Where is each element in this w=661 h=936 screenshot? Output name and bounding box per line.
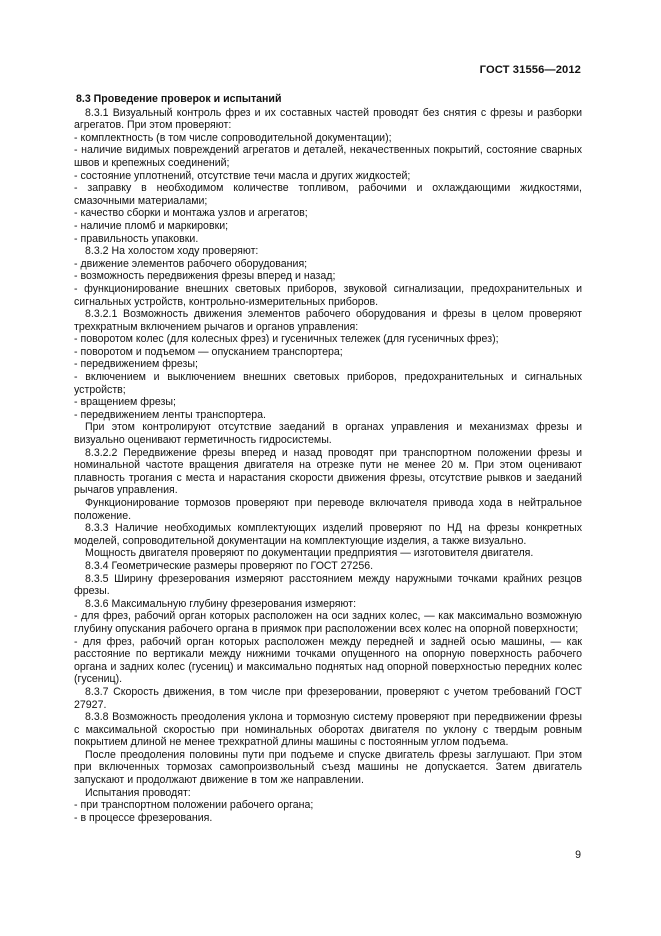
paragraph: Функционирование тормозов проверяют при переводе включателя привода хода в нейтральное положение. [74, 497, 582, 522]
paragraph: После преодоления половины пути при подъеме и спуске двигатель фрезы заглушают. При этом при включенных тормозах самопроизвольный съезд машины не допускается. Затем двигатель запускают и продолжают движение в том же направлении. [74, 748, 582, 787]
list-item: - поворотом колес (для колесных фрез) и гусеничных тележек (для гусеничных фрез); [74, 333, 499, 346]
page-number: 9 [575, 849, 581, 861]
list-item: - передвижением фрезы; [74, 358, 198, 371]
list-item: - в процессе фрезерования. [74, 811, 213, 824]
paragraph: 8.3.8 Возможность преодоления уклона и тормозную систему проверяют при передвижении фрезы с максимальной скоростью при номинальных оборотах двигателя по уклону с твердым ровным покрытием длиной не менее трехкратной длины машины с постоянным углом подъема. [74, 711, 582, 749]
list-item: - функционирование внешних световых приборов, звуковой сигнализации, предохранительных и сигнальных устройств, контрольно-измерительных приборов. [74, 282, 582, 308]
paragraph: Испытания проводят: [85, 786, 191, 799]
paragraph: 8.3.4 Геометрические размеры проверяют по ГОСТ 27256. [85, 559, 374, 572]
list-item: - наличие видимых повреждений агрегатов и деталей, некачественных покрытий, состояние сварных швов и крепежных соединений; [74, 144, 582, 169]
list-item: - движение элементов рабочего оборудования; [74, 257, 308, 270]
paragraph-list [74, 107, 582, 825]
paragraph: Мощность двигателя проверяют по документации предприятия — изготовителя двигателя. [85, 547, 534, 560]
list-item: - поворотом и подъемом — опусканием транспортера; [74, 345, 343, 358]
document-code: ГОСТ 31556—2012 [479, 64, 581, 76]
list-item: - заправку в необходимом количестве топливом, рабочими и охлаждающими жидкостями, смазочными материалами; [74, 182, 582, 207]
list-item: - вращением фрезы; [74, 396, 176, 409]
paragraph: 8.3.7 Скорость движения, в том числе при фрезеровании, проверяют с учетом требований ГОСТ 27927. [74, 685, 582, 711]
paragraph: 8.3.6 Максимальную глубину фрезерования измеряют: [85, 597, 357, 610]
list-item: - правильность упаковки. [74, 232, 199, 245]
list-item: - качество сборки и монтажа узлов и агрегатов; [74, 207, 308, 220]
paragraph: 8.3.1 Визуальный контроль фрез и их составных частей проводят без снятия с фрезы и разборки агрегатов. При этом проверяют: [74, 106, 582, 132]
paragraph: 8.3.3 Наличие необходимых комплектующих изделий проверяют по НД на фрезы конкретных моделей, сопроводительной документации на комплектующие изделия, а также визуально. [74, 522, 582, 547]
section-title: 8.3 Проведение проверок и испытаний [76, 93, 282, 105]
paragraph: 8.3.2.1 Возможность движения элементов рабочего оборудования и фрезы в целом проверяют трехкратным включением рычагов и органов управления: [74, 308, 582, 333]
list-item: - состояние уплотнений, отсутствие течи масла и других жидкостей; [74, 169, 411, 182]
paragraph: 8.3.2.2 Передвижение фрезы вперед и назад проводят при транспортном положении фрезы и номинальной частоте вращения двигателя на отрезке пути не менее 20 м. При этом оценивают плавность трогания с места и нарастания скорости движения фрезы, отсутствие рывков и заеданий рычагов управления. [74, 446, 582, 497]
list-item: - наличие пломб и маркировки; [74, 219, 229, 232]
paragraph: 8.3.5 Ширину фрезерования измеряют расстоянием между наружными точками крайних резцов фрезы. [74, 572, 582, 598]
list-item: - при транспортном положении рабочего органа; [74, 799, 314, 812]
list-item: - для фрез, рабочий орган которых расположен на оси задних колес, — как максимально возможную глубину опускания рабочего органа в приямок при расположении всех колес на опорной поверхности; [74, 610, 582, 635]
list-item: - возможность передвижения фрезы вперед и назад; [74, 270, 336, 283]
list-item: - передвижением ленты транспортера. [74, 408, 266, 421]
list-item: - для фрез, рабочий орган которых расположен между передней и задней осью машины, — как расстояние по вертикали между нижними точками опущенного на опорную поверхность рабочего органа и задних колес (гусениц) и максимально поднятых над опорной поверхностью передних колес (гусениц). [74, 635, 582, 686]
document-body [74, 93, 582, 824]
list-item: - комплектность (в том числе сопроводительной документации); [74, 131, 392, 144]
list-item: - включением и выключением внешних световых приборов, предохранительных и сигнальных устройств; [74, 371, 582, 396]
paragraph: При этом контролируют отсутствие заеданий в органах управления и механизмах фрезы и визуально оценивают герметичность гидросистемы. [74, 421, 582, 447]
paragraph: 8.3.2 На холостом ходу проверяют: [85, 245, 259, 258]
